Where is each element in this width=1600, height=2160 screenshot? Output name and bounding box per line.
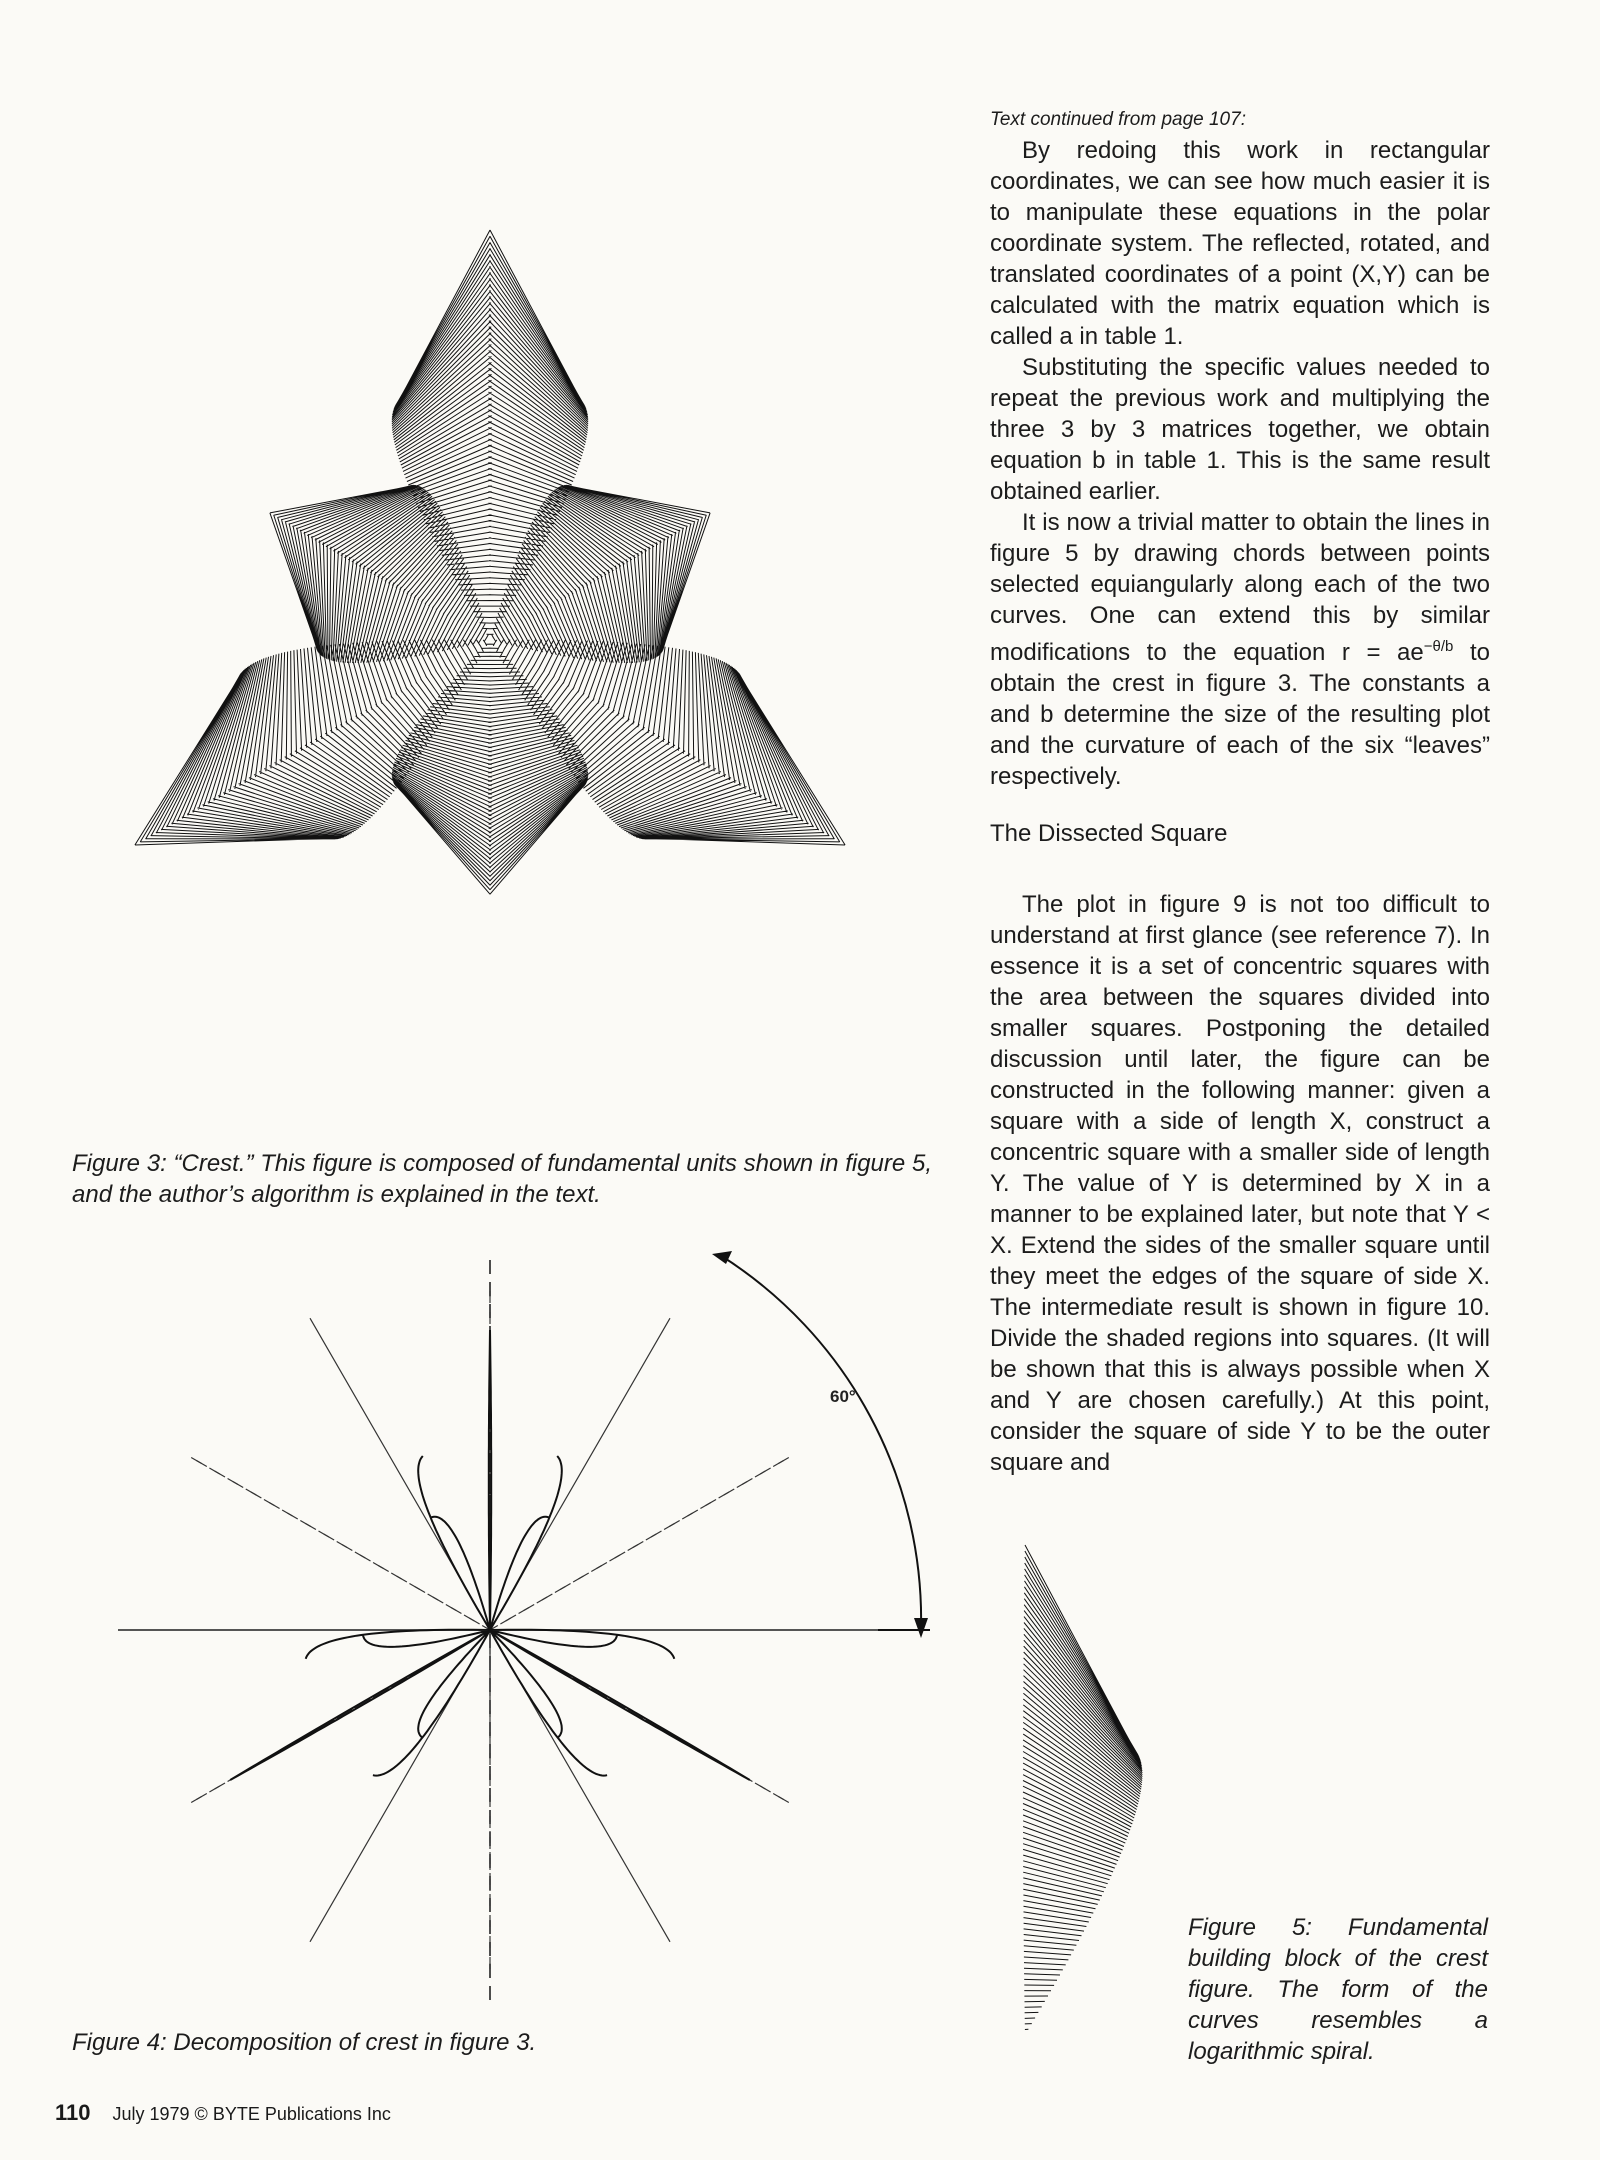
crest-chords (135, 230, 845, 894)
section-heading: The Dissected Square (990, 820, 1228, 847)
arc-arrow-top (712, 1251, 732, 1264)
figure-3-caption: Figure 3: “Crest.” This figure is composed of fundamental units shown in figure 5, and the author’s algorithm is explained in the text. (72, 1150, 932, 1208)
figure-5-fundamental-unit (985, 1520, 1185, 2060)
arc-arrow-bottom (914, 1618, 928, 1638)
angle-arc (720, 1255, 921, 1630)
figure-4-caption: Figure 4: Decomposition of crest in figure 3. (72, 2029, 537, 2056)
paragraph-2: Substituting the specific values needed to repeat the previous work and multiplying the three 3 by 3 matrices together, we obtain equation b in table 1. This is the same result obtained earlier. (990, 354, 1490, 505)
paragraph-1: By redoing this work in rectangular coordinates, we can see how much easier it is to manipulate these equations in the polar coordinate system. The reflected, rotated, and translated coordinates of a point (X,Y) can be calculated with the matrix equation which is called a in table 1. (990, 137, 1490, 350)
paragraph-3-start: It is now a trivial matter to obtain the lines in figure 5 by drawing chords between points selected equiangularly along each of the two curves. One can extend this by similar modifications to the equation r = ae (990, 509, 1490, 666)
text-column (990, 108, 1490, 1478)
angle-label: 60° (830, 1387, 856, 1406)
figure-4-decomposition (100, 1235, 940, 2025)
footer-credit: July 1979 © BYTE Publications Inc (112, 2104, 391, 2124)
fundamental-chords (1023, 1545, 1142, 2035)
continued-note: Text continued from page 107: (990, 109, 1246, 130)
exponent: −θ/b (1423, 638, 1454, 655)
paragraph-4: The plot in figure 9 is not too difficult to understand at first glance (see reference 7). In essence it is a set of concentric squares with the area between the squares divided into smaller squares. Postponing the detailed discussion until later, the figure can be constructed in the following manner: given a square with a side of length X, construct a concentric square with a smaller side of length Y. The value of Y is determined by X in a manner to be explained later, but note that Y < X. Extend the sides of the smaller square until they meet the edges of the square of side X. The intermediate result is shown in figure 10. Divide the shaded regions into squares. (It will be shown that this is always possible when X and Y are chosen carefully.) At this point, consider the square of side Y to be the outer square and (990, 891, 1490, 1476)
figure-5-caption: Figure 5: Fundamental building block of the crest figure. The form of the curves resembles a logarithmic spiral. (1188, 1914, 1488, 2065)
figure-3-crest (60, 130, 920, 1110)
page-number: 110 (55, 2100, 91, 2125)
paragraph-3 (990, 507, 1490, 792)
page-footer (55, 2100, 391, 2126)
paragraph-3-end: to obtain the crest in figure 3. The constants a and b determine the size of the resulting plot and the curvature of each of the six “leaves” respectively. (990, 639, 1490, 790)
